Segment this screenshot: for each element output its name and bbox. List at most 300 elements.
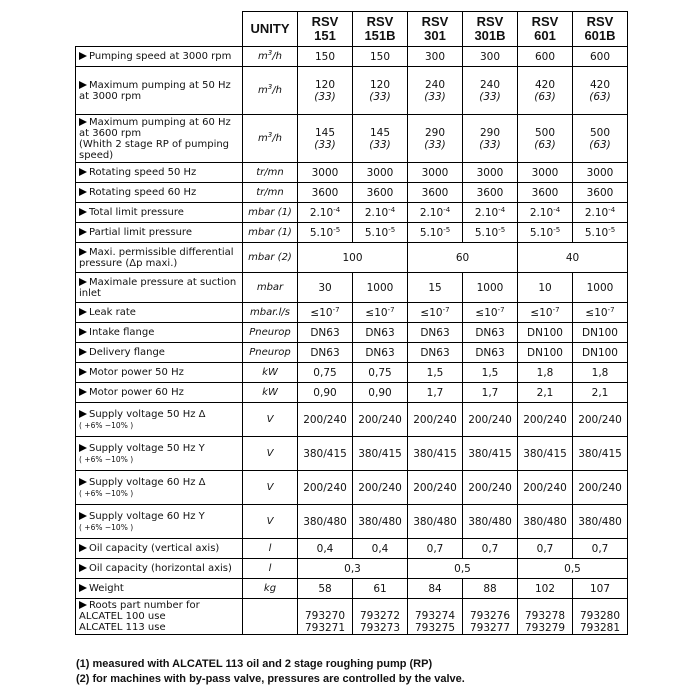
row-label [76,559,243,579]
value-cell [573,203,628,223]
value-cell [408,343,463,363]
row-label [76,383,243,403]
model-series: RSV [476,14,504,29]
value-cell [408,363,463,383]
value-cell [408,163,463,183]
value-cell [408,505,463,539]
value-cell [463,343,518,363]
header-row [76,12,628,47]
part-number-cell [408,599,463,635]
row-label-text: Supply voltage 50 Hz Δ [89,408,206,420]
row-label-text: Rotating speed 50 Hz [89,167,197,178]
value-exponent: -5 [553,225,561,234]
value-text: 3000 [421,166,449,179]
value-cell [353,223,408,243]
arrow-bullet-icon [79,544,87,552]
row-label-text: Oil capacity (horizontal axis) [89,563,232,574]
value-cell [298,343,353,363]
row-unit: V [243,471,298,505]
value-cell [298,273,353,303]
value-cell [573,343,628,363]
row-label-text: Rotating speed 60 Hz [89,187,197,198]
unit-tail: /h [272,51,282,62]
value-cell [518,323,573,343]
value-text: 380/415 [413,447,457,460]
value-text: 500 [534,126,556,139]
value-text: DN100 [527,346,563,359]
value-text: 1000 [586,281,614,294]
value-cell [408,579,463,599]
model-number: 151B [364,28,396,43]
value-text: 380/480 [523,515,567,528]
arrow-bullet-icon [79,228,87,236]
arrow-bullet-icon [79,410,87,418]
value-cell [463,579,518,599]
arrow-bullet-icon [79,444,87,452]
part-number-b: 793271 [304,622,346,634]
part-number-a: 793270 [304,610,346,622]
value-cell [408,203,463,223]
row-unit: kg [243,579,298,599]
value-text: 380/480 [468,515,512,528]
arrow-bullet-icon [79,248,87,256]
value-text: 200/240 [578,481,622,494]
part-number-cell [298,599,353,635]
value-text: 88 [483,582,497,595]
value-cell [298,163,353,183]
value-cell [353,203,408,223]
unit-tail: /h [272,133,282,144]
value-text: DN100 [582,326,618,339]
row-label-text: Maximale pressure at suction inlet [79,276,237,299]
unit-exponent: 3 [267,83,273,91]
row-unit [243,47,298,67]
row-label-text: Delivery flange [89,347,165,358]
arrow-bullet-icon [79,308,87,316]
footnotes [76,657,676,687]
value-cell [298,403,353,437]
row-label [76,115,243,163]
row-label-text: Pumping speed at 3000 rpm [89,51,232,62]
value-cell [353,363,408,383]
model-number: 301B [474,28,506,43]
value-cell-merged: 0,5 [518,559,628,579]
value-text: 3000 [311,166,339,179]
model-series: RSV [421,14,449,29]
value-cell [298,505,353,539]
value-cell [408,403,463,437]
row-label [76,67,243,115]
value-cell [573,579,628,599]
value-text: 240 [479,78,501,91]
value-exponent: -5 [333,225,341,234]
spec-row [76,559,628,579]
value-text: 1000 [476,281,504,294]
value-cell [573,115,628,163]
value-cell [573,273,628,303]
arrow-bullet-icon [79,584,87,592]
value-text: 2.10 [529,206,554,219]
value-cell [298,539,353,559]
spec-row [76,203,628,223]
row-label [76,539,243,559]
value-text: 200/240 [468,413,512,426]
value-subvalue: (63) [534,138,556,151]
footnote-2: (2) for machines with by-pass valve, pressures are controlled by the valve. [76,673,465,685]
arrow-bullet-icon [79,478,87,486]
value-subvalue: (33) [424,90,446,103]
value-text: 145 [314,126,336,139]
value-cell [353,383,408,403]
value-exponent: -7 [442,305,450,314]
value-cell [408,383,463,403]
row-unit: kW [243,363,298,383]
value-text: 290 [424,126,446,139]
spec-row [76,539,628,559]
value-text: 2.10 [309,206,334,219]
value-cell [298,47,353,67]
arrow-bullet-icon [79,278,87,286]
part-number-b: 793277 [469,622,511,634]
value-text: 0,90 [368,386,392,399]
value-text: 2.10 [364,206,389,219]
value-cell [298,437,353,471]
value-text: 1,5 [426,366,444,379]
value-text: 58 [318,582,332,595]
roots-part-row [76,599,628,635]
value-cell [298,223,353,243]
spec-row [76,505,628,539]
value-cell [463,47,518,67]
value-text: 200/240 [358,413,402,426]
value-cell-merged: 100 [298,243,408,273]
value-cell [463,273,518,303]
value-cell [298,363,353,383]
spec-row [76,223,628,243]
value-cell [463,323,518,343]
row-unit: tr/mn [243,163,298,183]
value-text: 107 [589,582,611,595]
row-label [76,471,243,505]
value-text: ≤10 [365,306,388,319]
value-text: 200/240 [413,481,457,494]
value-cell [408,323,463,343]
value-text: DN63 [365,326,395,339]
value-text: 2.10 [584,206,609,219]
value-cell [353,163,408,183]
value-subvalue: (33) [369,138,391,151]
row-unit: Pneurop [243,323,298,343]
value-subvalue: (33) [314,90,336,103]
row-unit: mbar [243,273,298,303]
value-cell [573,471,628,505]
value-text: 1000 [366,281,394,294]
value-text: 102 [534,582,556,595]
value-text: ≤10 [585,306,608,319]
row-label [76,163,243,183]
spec-table [75,11,628,635]
value-cell [463,403,518,437]
value-text: DN63 [420,326,450,339]
value-text: DN63 [420,346,450,359]
row-label-text: Weight [89,583,124,594]
model-series: RSV [311,14,339,29]
value-cell [518,471,573,505]
row-label-text: Supply voltage 60 Hz Y [89,510,205,522]
row-label-text: Supply voltage 60 Hz Δ [89,476,206,488]
part-number-a: 793278 [524,610,566,622]
value-text: 5.10 [309,226,334,239]
value-cell [518,383,573,403]
value-cell [408,47,463,67]
row-label [76,437,243,471]
part-number-cell [353,599,408,635]
value-exponent: -4 [333,205,341,214]
value-cell [353,579,408,599]
row-label-text: Partial limit pressure [89,227,192,238]
value-cell [353,505,408,539]
part-number-b: 793279 [524,622,566,634]
arrow-bullet-icon [79,118,87,126]
value-subvalue: (33) [314,138,336,151]
value-exponent: -7 [387,305,395,314]
value-text: 500 [589,126,611,139]
arrow-bullet-icon [79,328,87,336]
value-text: 300 [479,50,501,63]
value-text: 15 [428,281,442,294]
value-text: 1,8 [591,366,609,379]
row-unit: V [243,403,298,437]
voltage-tolerance: ( +6% −10% ) [79,488,134,498]
spec-row [76,303,628,323]
voltage-tolerance: ( +6% −10% ) [79,420,134,430]
value-text: 61 [373,582,387,595]
value-text: 380/480 [358,515,402,528]
value-cell [573,539,628,559]
value-cell [353,67,408,115]
value-cell [408,183,463,203]
value-text: 420 [589,78,611,91]
value-exponent: -4 [498,205,506,214]
value-cell [518,223,573,243]
value-cell [518,47,573,67]
part-number-a: 793276 [469,610,511,622]
value-text: DN100 [582,346,618,359]
value-cell [298,323,353,343]
unit-base: m [258,133,268,144]
value-cell [573,363,628,383]
value-text: DN100 [527,326,563,339]
value-cell [463,67,518,115]
value-text: 5.10 [364,226,389,239]
value-cell [408,539,463,559]
value-text: 30 [318,281,332,294]
value-text: 380/480 [303,515,347,528]
value-text: 0,7 [536,542,554,555]
value-text: ≤10 [310,306,333,319]
value-cell [353,539,408,559]
spec-row [76,323,628,343]
value-text: 200/240 [578,413,622,426]
value-cell [353,343,408,363]
value-exponent: -7 [497,305,505,314]
unity-header: UNITY [243,12,298,47]
model-header [518,12,573,47]
row-label [76,223,243,243]
row-unit: mbar (2) [243,243,298,273]
value-text: 0,75 [368,366,392,379]
value-cell [353,471,408,505]
value-cell [573,437,628,471]
value-cell [463,203,518,223]
value-cell [518,115,573,163]
value-cell [298,471,353,505]
model-series: RSV [366,14,394,29]
value-cell [518,539,573,559]
arrow-bullet-icon [79,348,87,356]
spec-row [76,343,628,363]
part-number-cell [573,599,628,635]
value-cell [298,67,353,115]
model-header [298,12,353,47]
value-text: 3600 [421,186,449,199]
row-label-text: Motor power 60 Hz [89,387,184,398]
roots-unit [243,599,298,635]
value-cell [353,47,408,67]
value-text: 200/240 [358,481,402,494]
value-text: 5.10 [584,226,609,239]
value-cell [353,403,408,437]
value-text: 2,1 [536,386,554,399]
value-text: 3600 [366,186,394,199]
value-cell [408,115,463,163]
value-cell [573,47,628,67]
row-unit: mbar (1) [243,223,298,243]
value-text: 0,4 [316,542,334,555]
spec-row [76,437,628,471]
value-subvalue: (33) [369,90,391,103]
spec-row [76,403,628,437]
value-text: 145 [369,126,391,139]
value-text: 2.10 [474,206,499,219]
value-text: ≤10 [475,306,498,319]
row-label-text: Maximum pumping at 50 Hz at 3000 rpm [79,79,231,102]
spec-row [76,383,628,403]
value-cell [573,403,628,437]
value-cell [518,343,573,363]
value-cell [408,437,463,471]
value-exponent: -5 [443,225,451,234]
value-cell [573,505,628,539]
value-subvalue: (33) [424,138,446,151]
value-text: 0,90 [313,386,337,399]
model-number: 301 [424,28,446,43]
value-cell-merged: 40 [518,243,628,273]
model-header [353,12,408,47]
voltage-tolerance: ( +6% −10% ) [79,522,134,532]
value-text: 200/240 [523,413,567,426]
value-cell [298,203,353,223]
value-exponent: -7 [607,305,615,314]
value-cell [573,383,628,403]
value-cell [518,67,573,115]
value-text: 3600 [311,186,339,199]
row-label [76,203,243,223]
value-cell [463,437,518,471]
part-number-b: 793281 [579,622,621,634]
arrow-bullet-icon [79,388,87,396]
value-text: 300 [424,50,446,63]
arrow-bullet-icon [79,368,87,376]
row-label-text: Total limit pressure [89,207,184,218]
value-text: 84 [428,582,442,595]
part-number-b: 793273 [359,622,401,634]
value-subvalue: (63) [534,90,556,103]
value-text: 2.10 [419,206,444,219]
value-cell [573,163,628,183]
value-text: 2,1 [591,386,609,399]
value-exponent: -4 [388,205,396,214]
model-number: 601 [534,28,556,43]
arrow-bullet-icon [79,52,87,60]
value-cell [518,203,573,223]
spec-row [76,67,628,115]
value-text: 5.10 [529,226,554,239]
value-cell [298,183,353,203]
row-unit [243,115,298,163]
part-number-b: 793275 [414,622,456,634]
value-cell [463,539,518,559]
value-text: 200/240 [303,413,347,426]
roots-line-a: ALCATEL 100 use [79,611,166,622]
value-exponent: -7 [332,305,340,314]
value-text: 1,7 [481,386,499,399]
row-label [76,579,243,599]
value-subvalue: (63) [589,138,611,151]
value-cell [518,183,573,203]
value-cell [298,303,353,323]
value-text: 120 [369,78,391,91]
value-exponent: -4 [608,205,616,214]
part-number-cell [518,599,573,635]
row-label-text: Intake flange [89,327,155,338]
unit-base: m [258,85,268,96]
value-cell [298,383,353,403]
spec-row [76,163,628,183]
value-text: 0,75 [313,366,337,379]
value-exponent: -4 [443,205,451,214]
row-label-text: Maximum pumping at 60 Hz at 3600 rpm [79,116,231,139]
value-text: 200/240 [303,481,347,494]
value-cell [573,183,628,203]
value-cell [518,403,573,437]
value-text: 380/415 [468,447,512,460]
value-cell [408,273,463,303]
value-text: DN63 [310,346,340,359]
value-text: 240 [424,78,446,91]
row-unit: l [243,539,298,559]
row-label [76,505,243,539]
value-cell [463,383,518,403]
value-subvalue: (33) [479,90,501,103]
value-cell [518,505,573,539]
row-unit [243,67,298,115]
row-unit: tr/mn [243,183,298,203]
row-unit: mbar.l/s [243,303,298,323]
spec-row [76,579,628,599]
value-text: 200/240 [413,413,457,426]
model-series: RSV [531,14,559,29]
